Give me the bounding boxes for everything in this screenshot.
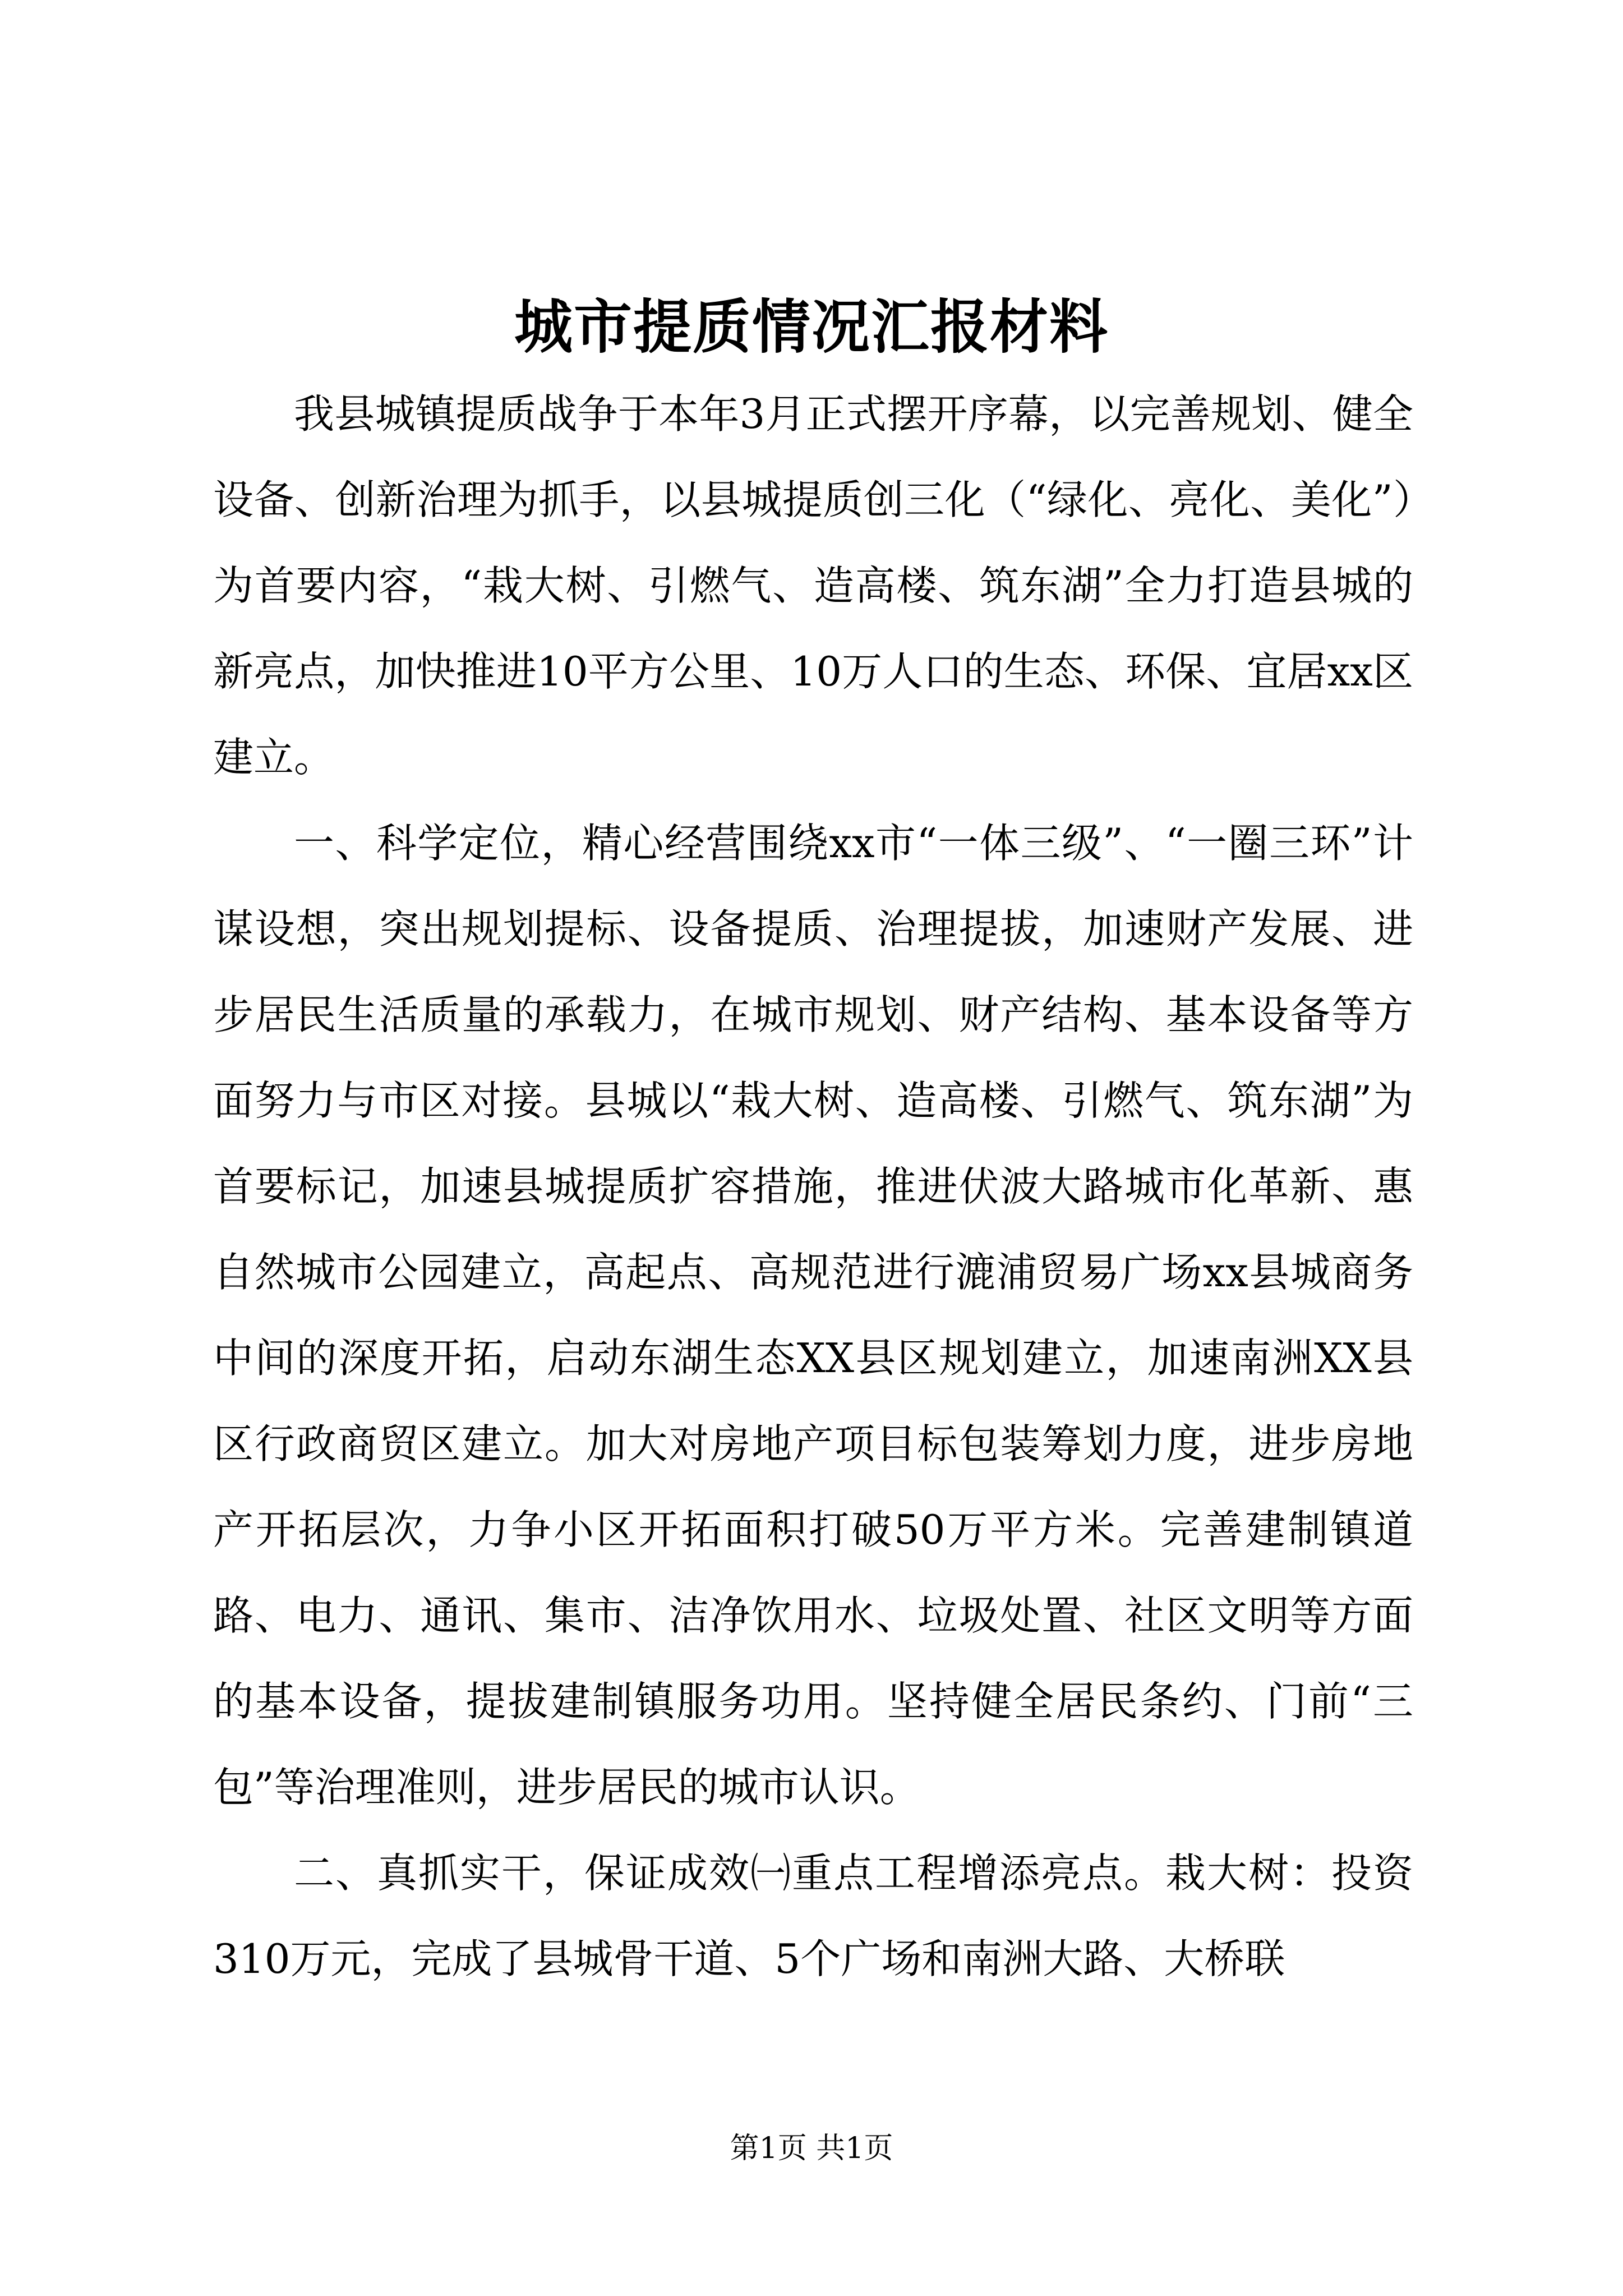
paragraph-section-two: 二、真抓实干，保证成效㈠重点工程增添亮点。栽大树：投资310万元，完成了县城骨干道、5个广场和南洲大路、大桥联	[213, 1849, 1413, 1982]
page-footer: 第1页 共1页	[730, 2132, 893, 2165]
document-title: 城市提质情况汇报材料	[514, 292, 1109, 361]
document-body	[213, 371, 1413, 2002]
paragraph-section-one: 一、科学定位，精心经营围绕xx市“一体三级”、“一圈三环”计谋设想，突出规划提标、设备提质、治理提拔，加速财产发展、进步居民生活质量的承载力，在城市规划、财产结构、基本设备等方面努力与市区对接。县城以“栽大树、造高楼、引燃气、筑东湖”为首要标记，加速县城提质扩容措施，推进伏波大路城市化革新、惠自然城市公园建立，高起点、高规范进行漉浦贸易广场xx县城商务中间的深度开拓，启动东湖生态XX县区规划建立，加速南洲XX县区行政商贸区建立。加大对房地产项目标包装筹划力度，进步房地产开拓层次，力争小区开拓面积打破50万平方米。完善建制镇道路、电力、通讯、集市、洁净饮用水、垃圾处置、社区文明等方面的基本设备，提拔建制镇服务功用。坚持健全居民条约、门前“三包”等治理准则，进步居民的城市认识。	[213, 820, 1413, 1811]
paragraph-intro: 我县城镇提质战争于本年3月正式摆开序幕，以完善规划、健全设备、创新治理为抓手，以县城提质创三化（“绿化、亮化、美化”）为首要内容，“栽大树、引燃气、造高楼、筑东湖”全力打造县城的新亮点，加快推进10平方公里、10万人口的生态、环保、宜居xx区建立。	[213, 390, 1413, 781]
